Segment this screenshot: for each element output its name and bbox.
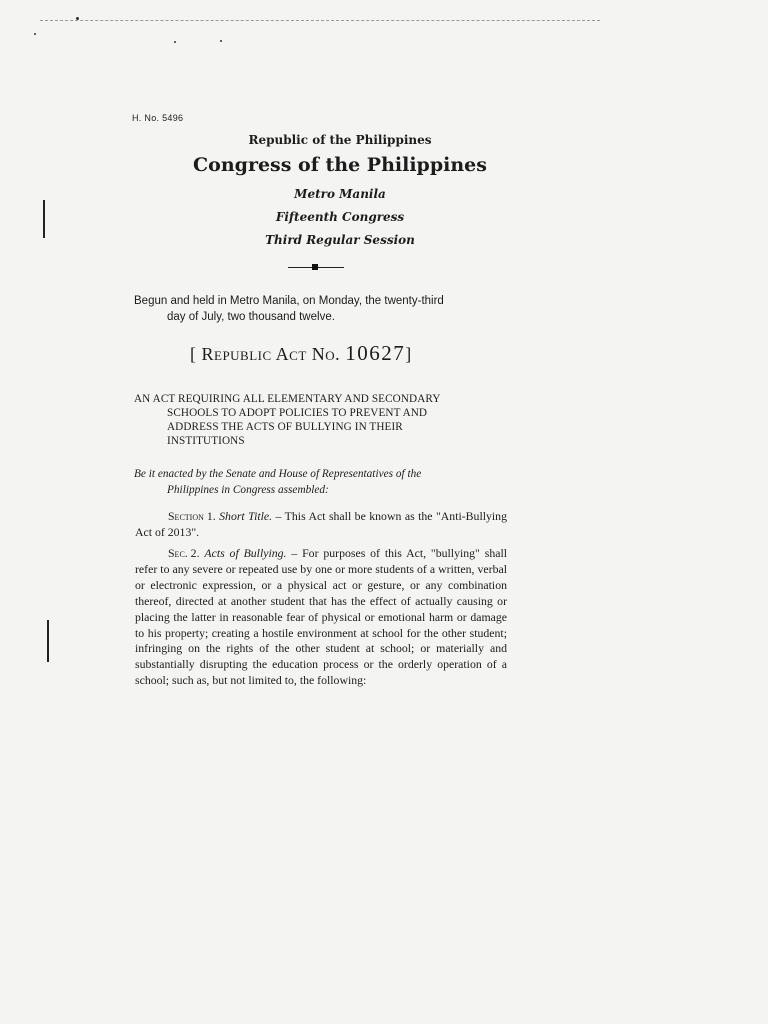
enacting-clause-line-1: Be it enacted by the Senate and House of Representatives of the [134, 468, 422, 480]
heading-location: Metro Manila [294, 187, 386, 201]
section-1 [135, 509, 507, 541]
act-title-line-3: ADDRESS THE ACTS OF BULLYING IN THEIR [167, 421, 403, 433]
margin-mark [43, 200, 45, 238]
section-1-heading: Short Title. [219, 509, 273, 523]
ornament-dot [312, 264, 318, 270]
begun-line-1: Begun and held in Metro Manila, on Monday, the twenty-third [134, 295, 444, 307]
act-number-prefix: [ Republic Act No. [190, 344, 341, 364]
section-2 [135, 546, 507, 689]
bill-number: H. No. 5496 [132, 113, 184, 123]
scan-speck [76, 17, 79, 20]
enacting-clause [134, 466, 514, 498]
scan-speck [174, 41, 176, 43]
scan-speck [34, 33, 36, 35]
act-title-line-2: SCHOOLS TO ADOPT POLICIES TO PREVENT AND [167, 407, 428, 419]
section-2-heading: Acts of Bullying. [204, 546, 287, 560]
section-2-label: Sec. 2. [168, 546, 200, 560]
act-number: 10627 [345, 341, 406, 365]
act-title [134, 392, 506, 448]
begun-statement [134, 293, 514, 325]
heading-republic: Republic of the Philippines [248, 133, 432, 147]
section-2-text: – For purposes of this Act, "bullying" shall refer to any severe or repeated use by one or more students of a written, verbal or electronic expression, or a physical act or gesture, or any combination thereof, directed at another student that has the effect of actually causing or placing the latter in reasonable fear of physical or emotional harm or damage to his property; creating a hostile environment at school for the other student; infringing on the rights of the other student at school; or materially and substantially disrupting the education process or the orderly operation of a school; such as, but not limited to, the following: [135, 546, 508, 688]
margin-mark [47, 620, 49, 662]
scan-speck [220, 40, 222, 42]
act-number-title [190, 341, 412, 366]
begun-line-2: day of July, two thousand twelve. [167, 311, 335, 323]
act-number-suffix: ] [405, 344, 412, 364]
section-1-label: Section 1. [168, 509, 216, 523]
section-1-text: – This Act shall be known as the "Anti-Bullying Act of 2013". [135, 509, 507, 539]
heading-session: Third Regular Session [265, 233, 415, 247]
act-title-line-4: INSTITUTIONS [167, 435, 245, 447]
scan-artifact-line [40, 20, 600, 21]
act-title-line-1: AN ACT REQUIRING ALL ELEMENTARY AND SECONDARY [134, 393, 441, 405]
heading-congress-number: Fifteenth Congress [275, 210, 405, 224]
heading-congress: Congress of the Philippines [193, 154, 487, 176]
enacting-clause-line-2: Philippines in Congress assembled: [167, 484, 329, 496]
